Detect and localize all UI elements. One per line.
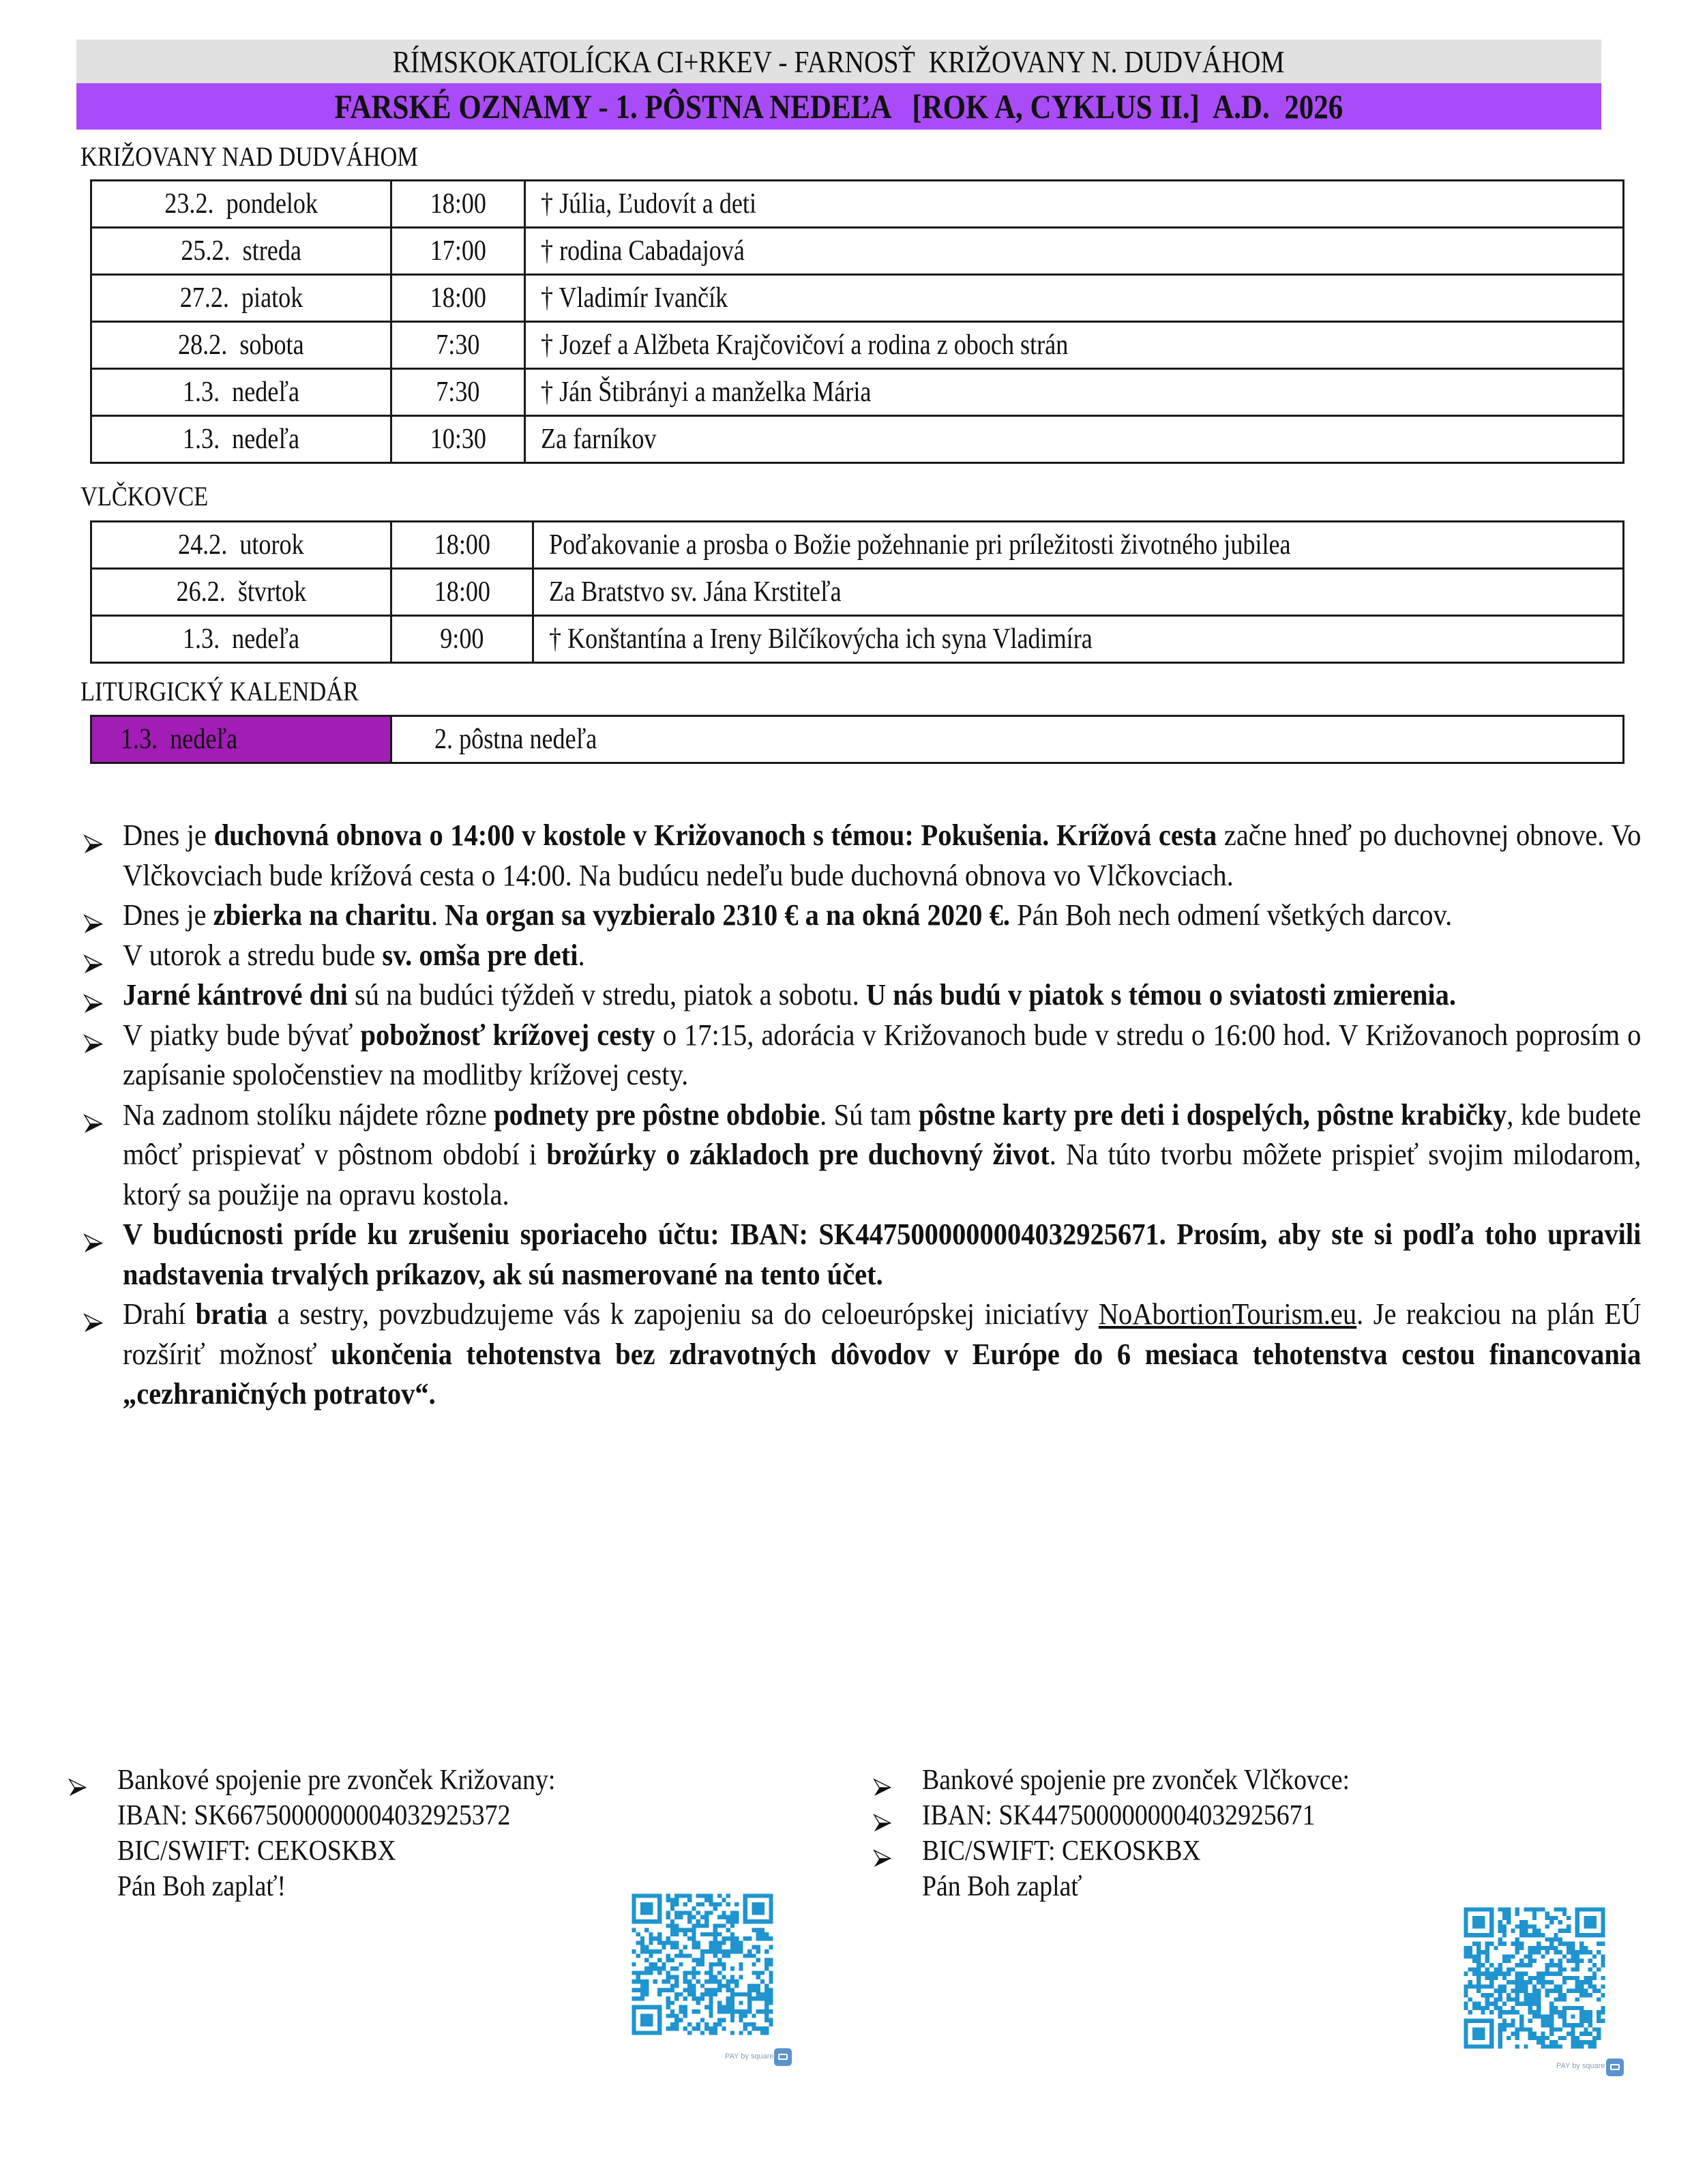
section-label-liturgical: LITURGICKÝ KALENDÁR: [80, 676, 359, 707]
schedule-intention: † Vladimír Ivančík: [541, 282, 728, 314]
liturgical-day: 1.3. nedeľa: [121, 724, 238, 755]
qr-code-vlckovce[interactable]: [1459, 1903, 1609, 2053]
schedule-intention: Za farníkov: [541, 424, 657, 455]
plain-text: V utorok a stredu bude: [123, 938, 383, 972]
bank-line-text: IBAN: SK6675000000004032925372: [117, 1800, 511, 1831]
liturgical-calendar: [90, 715, 1624, 764]
schedule-day-cell: [91, 369, 391, 416]
announcement-title-bar: [76, 83, 1601, 130]
announcement-text: [123, 975, 1641, 1016]
schedule-time: 18:00: [430, 282, 486, 314]
bank-line-text: Bankové spojenie pre zvonček Križovany:: [117, 1765, 556, 1796]
schedule-row: [91, 228, 1624, 275]
arrow-bullet-icon: [68, 1771, 87, 1790]
bank-line: [68, 1869, 604, 1904]
mass-schedule-krizovany: [90, 179, 1624, 464]
announcement-text: [123, 1295, 1641, 1415]
emphasis-text: ukončenia tehotenstva bez zdravotných dôvodov v Európe do 6 mesiaca tehotenstva cestou financovania „cezhraničných potratov“.: [123, 1337, 1642, 1411]
bank-line: [873, 1798, 1397, 1833]
section-label-vlckovce: VLČKOVCE: [80, 481, 209, 512]
schedule-day: 1.3. nedeľa: [182, 377, 300, 408]
schedule-intention-cell: [533, 522, 1624, 569]
announcement-item: [80, 1215, 1642, 1295]
arrow-bullet-icon: [873, 1842, 892, 1861]
schedule-intention-cell: [525, 322, 1624, 369]
schedule-day: 1.3. nedeľa: [182, 623, 300, 655]
mass-schedule-vlckovce: [90, 520, 1624, 664]
announcement-text: [123, 1215, 1641, 1295]
schedule-time: 9:00: [440, 623, 484, 655]
arrow-bullet-icon: [83, 985, 104, 1005]
emphasis-text: duchovná obnova o 14:00 v kostole v Križovanoch s témou: Pokušenia. Krížová cesta: [213, 818, 1217, 852]
schedule-time-cell: [391, 569, 533, 616]
plain-text: . Je reakciou na plán EÚ rozšíriť možnosť: [123, 1297, 1642, 1371]
liturgical-row: [91, 716, 1624, 763]
plain-text: a sestry, povzbudzujeme vás k zapojeniu sa do celoeurópskej iniciatívy: [267, 1297, 1099, 1331]
announcement-text: [123, 1016, 1641, 1095]
schedule-time: 18:00: [430, 188, 486, 220]
emphasis-text: podnety pre pôstne obdobie: [494, 1097, 820, 1132]
schedule-time-cell: [391, 522, 533, 569]
schedule-row: [91, 569, 1624, 616]
schedule-time-cell: [391, 275, 525, 322]
bank-info-krizovany: [68, 1762, 604, 1904]
schedule-intention-cell: [525, 369, 1624, 416]
emphasis-text: Jarné kántrové dni: [123, 978, 348, 1012]
schedule-time: 7:30: [436, 329, 480, 361]
plain-text: Drahí: [123, 1297, 196, 1331]
schedule-intention: † Júlia, Ľudovít a deti: [541, 188, 757, 220]
schedule-day-cell: [91, 522, 391, 569]
announcement-item: [80, 936, 1608, 976]
schedule-time-cell: [391, 228, 525, 275]
emphasis-text: pobožnosť krížovej cesty: [360, 1018, 655, 1052]
announcement-text: [123, 936, 1641, 976]
plain-text: V piatky bude bývať: [123, 1018, 361, 1052]
liturgical-name: 2. pôstna nedeľa: [434, 724, 597, 755]
announcement-text: [123, 896, 1641, 936]
schedule-time-cell: [391, 616, 533, 663]
schedule-intention: † rodina Cabadajová: [541, 235, 745, 267]
schedule-row: [91, 181, 1624, 228]
schedule-day-cell: [91, 616, 391, 663]
qr-code-graphic: [627, 1889, 777, 2039]
liturgical-name-cell: [391, 716, 1624, 763]
schedule-time-cell: [391, 369, 525, 416]
schedule-time-cell: [391, 322, 525, 369]
bank-line-text: Bankové spojenie pre zvonček Vlčkovce:: [922, 1765, 1350, 1796]
emphasis-text: bratia: [195, 1297, 268, 1331]
announcement-item: [80, 1016, 1642, 1095]
schedule-time-cell: [391, 416, 525, 463]
bank-line: [873, 1869, 1397, 1904]
schedule-row: [91, 275, 1624, 322]
plain-text: . Sú tam: [820, 1097, 919, 1132]
bank-line-text: BIC/SWIFT: CEKOSKBX: [922, 1835, 1201, 1867]
schedule-time: 7:30: [436, 377, 480, 408]
arrow-bullet-icon: [83, 1025, 104, 1046]
emphasis-text: zbierka na charitu: [213, 898, 431, 932]
pay-by-square-icon: [1606, 2058, 1624, 2076]
arrow-bullet-icon: [83, 825, 104, 846]
announcements-list: [80, 816, 1642, 1415]
parish-title-bar: [76, 40, 1601, 83]
arrow-bullet-icon: [83, 1224, 104, 1245]
schedule-day: 23.2. pondelok: [164, 188, 318, 220]
schedule-day: 25.2. streda: [181, 235, 301, 267]
schedule-time: 10:30: [430, 424, 486, 455]
emphasis-text: Na organ sa vyzbieralo 2310 € a na okná 2020 €.: [445, 898, 1010, 932]
schedule-day-cell: [91, 416, 391, 463]
schedule-intention: † Konštantína a Ireny Bilčíkovýcha ich syna Vladimíra: [549, 623, 1093, 655]
plain-text: . Na túto tvorbu môžete prispieť svojim milodarom, ktorý sa použije na opravu kostola.: [123, 1138, 1642, 1211]
bank-line-text: Pán Boh zaplať!: [117, 1871, 286, 1902]
schedule-row: [91, 616, 1624, 663]
schedule-day: 27.2. piatok: [179, 282, 303, 314]
announcement-item: [80, 975, 1608, 1016]
liturgical-day-cell: [91, 716, 391, 763]
schedule-intention-cell: [533, 616, 1624, 663]
initiative-link[interactable]: NoAbortionTourism.eu: [1098, 1297, 1357, 1331]
schedule-day-cell: [91, 275, 391, 322]
bank-info-vlckovce: [873, 1762, 1397, 1904]
bank-line-text: BIC/SWIFT: CEKOSKBX: [117, 1835, 396, 1867]
emphasis-text: U nás budú v piatok s témou o sviatosti zmierenia.: [865, 978, 1457, 1012]
announcement-text: [123, 816, 1641, 896]
arrow-bullet-icon: [83, 945, 104, 966]
qr-code-krizovany[interactable]: [627, 1889, 777, 2039]
bank-line: [873, 1762, 1397, 1798]
emphasis-text: pôstne karty pre deti i dospelých, pôstne krabičky: [918, 1097, 1507, 1132]
bank-line: [68, 1833, 604, 1869]
announcement-item: [80, 816, 1642, 896]
pay-by-square-caption: PAY by square: [725, 2052, 774, 2061]
schedule-row: [91, 522, 1624, 569]
plain-text: .: [578, 938, 585, 972]
schedule-intention: † Jozef a Alžbeta Krajčovičoví a rodina z oboch strán: [541, 329, 1069, 361]
plain-text: začne hneď po duchovnej obnove. Vo Vlčkovciach bude krížová cesta o 14:00. Na budúcu nedeľu bude duchovná obnova vo Vlčkovciach.: [123, 818, 1642, 892]
schedule-day: 1.3. nedeľa: [182, 424, 300, 455]
announcement-item: [80, 896, 1608, 936]
emphasis-text: sv. omša pre deti: [382, 938, 578, 972]
schedule-time: 17:00: [430, 235, 486, 267]
plain-text: sú na budúci týždeň v stredu, piatok a sobotu.: [347, 978, 866, 1012]
pay-by-square-caption: PAY by square: [1556, 2062, 1605, 2070]
announcement-title: FARSKÉ OZNAMY - 1. PÔSTNA NEDEĽA [ROK A, CYKLUS II.] A.D. 2026: [334, 87, 1344, 126]
emphasis-text: V budúcnosti príde ku zrušeniu sporiaceho účtu: IBAN: SK4475000000004032925671. Prosím, aby ste si podľa toho upravili nadstavenia trvalých príkazov, ak sú nasmerované na tento účet.: [123, 1218, 1642, 1291]
schedule-row: [91, 369, 1624, 416]
arrow-bullet-icon: [873, 1771, 892, 1790]
schedule-intention-cell: [525, 275, 1624, 322]
announcement-text: [123, 1095, 1641, 1215]
schedule-day: 24.2. utorok: [178, 529, 304, 561]
announcement-item: [80, 1295, 1642, 1415]
plain-text: Pán Boh nech odmení všetkých darcov.: [1009, 898, 1453, 932]
qr-code-graphic: [1459, 1903, 1609, 2053]
schedule-intention-cell: [533, 569, 1624, 616]
arrow-bullet-icon: [873, 1806, 892, 1825]
announcement-item: [80, 1095, 1642, 1215]
schedule-intention: Za Bratstvo sv. Jána Krstiteľa: [549, 576, 842, 608]
schedule-intention-cell: [525, 228, 1624, 275]
schedule-row: [91, 416, 1624, 463]
schedule-time-cell: [391, 181, 525, 228]
schedule-row: [91, 322, 1624, 369]
bank-line: [68, 1762, 604, 1798]
plain-text: , kde budete môcť prispievať v pôstnom období i: [123, 1097, 1642, 1171]
pay-by-square-icon: [774, 2048, 792, 2066]
bank-line: [68, 1798, 604, 1833]
plain-text: Dnes je: [123, 818, 214, 852]
bank-line-text: Pán Boh zaplať: [922, 1871, 1082, 1902]
plain-text: Na zadnom stolíku nájdete rôzne: [123, 1097, 494, 1132]
schedule-day-cell: [91, 228, 391, 275]
schedule-day-cell: [91, 181, 391, 228]
schedule-time: 18:00: [434, 576, 490, 608]
schedule-intention: Poďakovanie a prosba o Božie požehnanie pri príležitosti životného jubilea: [549, 529, 1291, 561]
emphasis-text: brožúrky o základoch pre duchovný život: [546, 1138, 1050, 1171]
schedule-day: 26.2. štvrtok: [176, 576, 306, 608]
schedule-intention-cell: [525, 416, 1624, 463]
schedule-day: 28.2. sobota: [178, 329, 304, 361]
arrow-bullet-icon: [83, 1105, 104, 1125]
arrow-bullet-icon: [83, 905, 104, 926]
schedule-intention-cell: [525, 181, 1624, 228]
schedule-day-cell: [91, 322, 391, 369]
schedule-intention: † Ján Štibrányi a manželka Mária: [541, 377, 872, 408]
bank-line-text: IBAN: SK4475000000004032925671: [922, 1800, 1316, 1831]
plain-text: .: [430, 898, 445, 932]
bank-line: [873, 1833, 1397, 1869]
section-label-krizovany: KRIŽOVANY NAD DUDVÁHOM: [80, 141, 418, 172]
plain-text: Dnes je: [123, 898, 213, 932]
plain-text: o 17:15, adorácia v Križovanoch bude v stredu o 16:00 hod. V Križovanoch poprosím o zapísanie spoločenstiev na modlitby krížovej cesty.: [123, 1018, 1642, 1091]
schedule-day-cell: [91, 569, 391, 616]
arrow-bullet-icon: [83, 1304, 104, 1325]
parish-title: RÍMSKOKATOLÍCKA CI+RKEV - FARNOSŤ KRIŽOVANY N. DUDVÁHOM: [392, 44, 1286, 79]
schedule-time: 18:00: [434, 529, 490, 561]
